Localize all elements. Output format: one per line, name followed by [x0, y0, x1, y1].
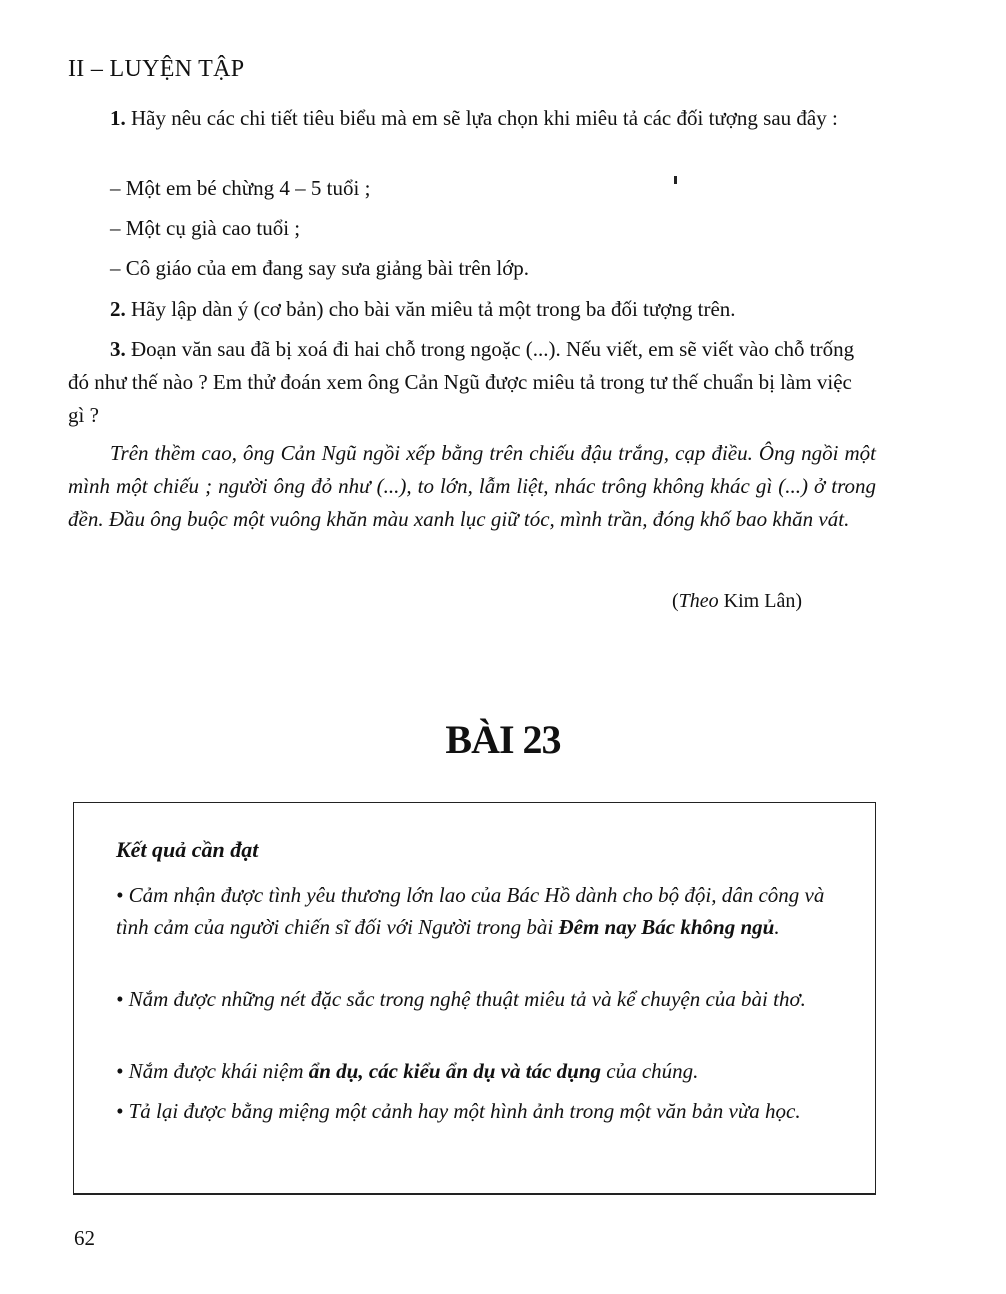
quote-source — [672, 590, 802, 613]
list-item: – Một em bé chừng 4 – 5 tuổi ; — [110, 176, 371, 200]
page-number: 62 — [74, 1226, 95, 1250]
list-item: – Cô giáo của em đang say sưa giảng bài trên lớp. — [110, 256, 530, 280]
exercise-2-number: 2. — [110, 297, 126, 321]
exercise-3 — [68, 333, 873, 432]
exercise-3-text: Đoạn văn sau đã bị xoá đi hai chỗ trong ngoặc (...). Nếu viết, em sẽ viết vào chỗ trống đó như thế nào ? Em thử đoán xem ông Cản Ngũ được miêu tả trong tư thế chuẩn bị làm việc gì ? — [68, 337, 855, 427]
section-heading: II – LUYỆN TẬP — [68, 56, 245, 82]
list-item: – Một cụ già cao tuổi ; — [110, 216, 301, 240]
exercise-1-text: Hãy nêu các chi tiết tiêu biểu mà em sẽ lựa chọn khi miêu tả các đối tượng sau đây : — [131, 106, 838, 130]
source-theo: Theo — [678, 590, 719, 612]
objectives-title: Kết quả cần đạt — [116, 837, 259, 862]
ink-mark — [674, 176, 677, 184]
objective-3-end: của chúng. — [601, 1059, 699, 1083]
exercise-1 — [68, 102, 873, 135]
exercise-2-text: Hãy lập dàn ý (cơ bản) cho bài văn miêu tả một trong ba đối tượng trên. — [131, 297, 736, 321]
objective-1-text: • Cảm nhận được tình yêu thương lớn lao của Bác Hồ dành cho bộ đội, dân công và tình cảm của người chiến sĩ đối với Người trong bài — [116, 883, 825, 939]
objective-bullet: • Tả lại được bằng miệng một cảnh hay một hình ảnh trong một văn bản vừa học. — [116, 1099, 801, 1123]
exercise-1-number: 1. — [110, 106, 126, 130]
lesson-title: BÀI 23 — [445, 717, 561, 762]
objective-3-text: • Nắm được khái niệm — [116, 1059, 309, 1083]
objective-bullet: • Nắm được những nét đặc sắc trong nghệ thuật miêu tả và kể chuyện của bài thơ. — [116, 987, 806, 1011]
objectives-box — [73, 802, 876, 1195]
quoted-passage: Trên thềm cao, ông Cản Ngũ ngồi xếp bằng trên chiếu đậu trắng, cạp điều. Ông ngồi một mình một chiếu ; người ông đỏ như (...), to lớn, lẫm liệt, nhác trông không khác gì (...) ở trong đền. Đầu ông buộc một vuông khăn màu xanh lục giữ tóc, mình trần, đóng khố bao khăn vát. — [68, 441, 876, 531]
exercise-2 — [68, 293, 873, 326]
objective-1-end: . — [774, 915, 780, 939]
source-author: Kim Lân) — [718, 590, 802, 612]
objective-1-bold: Đêm nay Bác không ngủ — [558, 915, 775, 939]
source-paren: ( — [672, 590, 679, 612]
objective-bullet — [116, 879, 851, 943]
exercise-3-number: 3. — [110, 337, 126, 361]
objective-3-bold: ẩn dụ, các kiểu ẩn dụ và tác dụng — [308, 1059, 602, 1083]
objective-bullet — [116, 1055, 851, 1087]
